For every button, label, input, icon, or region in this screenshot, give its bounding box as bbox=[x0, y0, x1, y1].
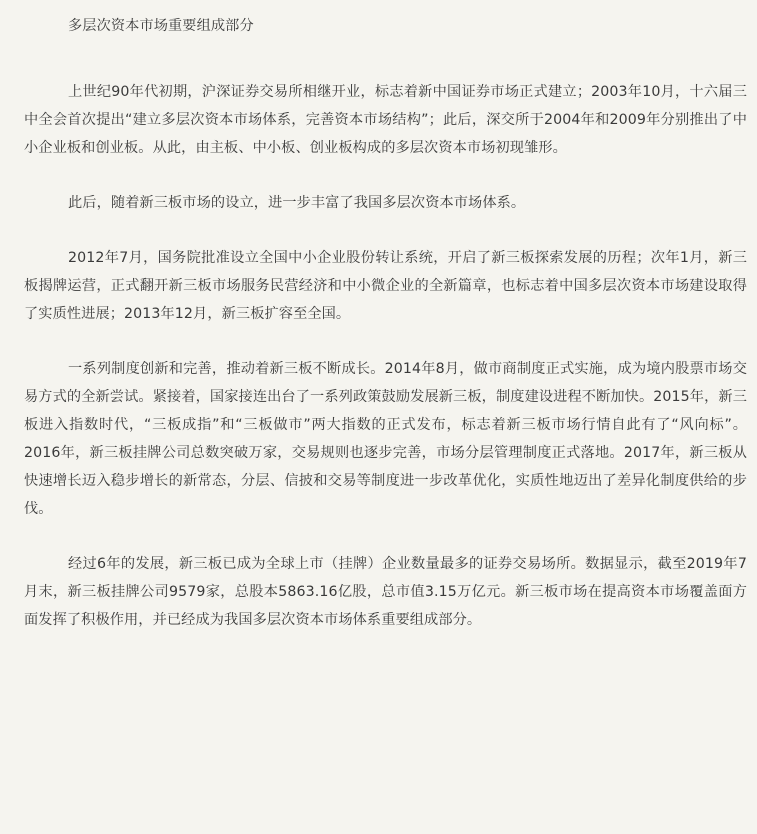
paragraph-origins: 上世纪90年代初期，沪深证券交易所相继开业，标志着新中国证券市场正式建立；2003年10月，十六届三中全会首次提出“建立多层次资本市场体系，完善资本市场结构”；此后，深交所于2004年和2009年分别推出了中小企业板和创业板。从此，由主板、中小板、创业板构成的多层次资本市场初现雏形。 bbox=[24, 84, 747, 156]
paragraph-2012-launch: 2012年7月，国务院批准设立全国中小企业股份转让系统，开启了新三板探索发展的历程；次年1月，新三板揭牌运营，正式翻开新三板市场服务民营经济和中小微企业的全新篇章，也标志着中国多层次资本市场建设取得了实质性进展；2013年12月，新三板扩容至全国。 bbox=[24, 250, 747, 322]
paragraph-reforms: 一系列制度创新和完善，推动着新三板不断成长。2014年8月，做市商制度正式实施，成为境内股票市场交易方式的全新尝试。紧接着，国家接连出台了一系列政策鼓励发展新三板，制度建设进程不断加快。2015年，新三板进入指数时代，“三板成指”和“三板做市”两大指数的正式发布，标志着新三板市场行情自此有了“风向标”。2016年，新三板挂牌公司总数突破万家，交易规则也逐步完善，市场分层管理制度正式落地。2017年，新三板从快速增长迈入稳步增长的新常态，分层、信披和交易等制度进一步改革优化，实质性地迈出了差异化制度供给的步伐。 bbox=[24, 361, 747, 517]
paragraph-neeq-intro: 此后，随着新三板市场的设立，进一步丰富了我国多层次资本市场体系。 bbox=[68, 195, 526, 211]
section-heading: 多层次资本市场重要组成部分 bbox=[68, 18, 254, 34]
paragraph-current-status: 经过6年的发展，新三板已成为全球上市（挂牌）企业数量最多的证券交易场所。数据显示，截至2019年7月末，新三板挂牌公司9579家，总股本5863.16亿股，总市值3.15万亿元。新三板市场在提高资本市场覆盖面方面发挥了积极作用，并已经成为我国多层次资本市场体系重要组成部分。 bbox=[24, 556, 747, 628]
